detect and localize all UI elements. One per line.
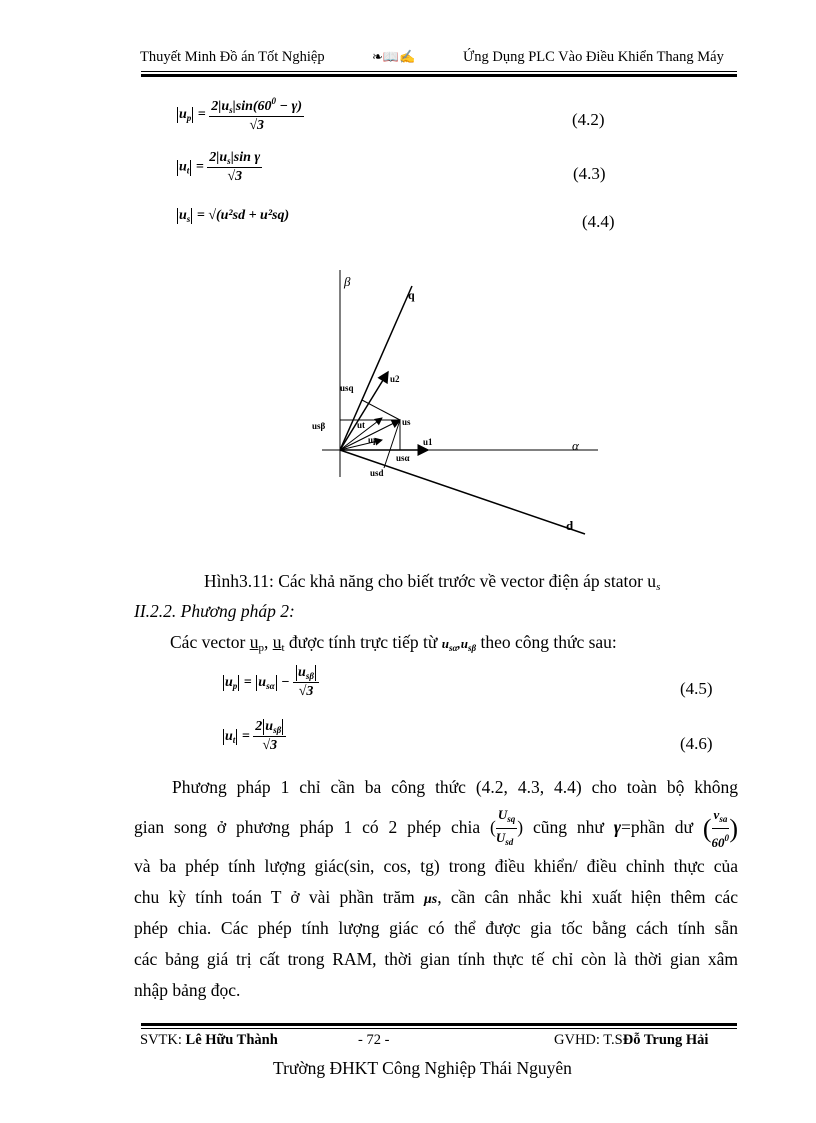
label-q: q — [408, 288, 415, 302]
label-d: d — [566, 518, 574, 533]
proj-q — [362, 400, 400, 420]
header-left: Thuyết Minh Đồ án Tốt Nghiệp — [140, 49, 325, 65]
header-rule — [141, 71, 737, 72]
header-rule-thick — [141, 74, 737, 77]
para-line-5: phép chia. Các phép tính lượng giác có thể được gia tốc bằng cách tính sẵn — [134, 918, 738, 938]
equation-number-4-4: (4.4) — [582, 212, 615, 231]
section-heading: II.2.2. Phương pháp 2: — [134, 601, 295, 621]
equation-4-6: $u_t$ = $\frac{2 u_{s\beta}}{√3}$ — [222, 719, 286, 754]
para-line-1: Phương pháp 1 chỉ cần ba công thức (4.2, 4.3, 4.4) cho toàn bộ không — [172, 777, 738, 797]
para-line-2: gian song ở phương pháp 1 có 2 phép chia ( $\frac{U_{sq}}{U_{sd}}$ ) cũng như γ=phần dư ( $\frac{v_{sa}}{60^0}$ ) — [134, 806, 739, 850]
vector-diagram — [300, 262, 610, 552]
para-line-6: các bảng giá trị cất trong RAM, thời gian tính thực tế chỉ còn là thời gian xâm — [134, 949, 738, 969]
footer-svtk: SVTK: Lê Hữu Thành — [140, 1032, 278, 1048]
para-line-4: chu kỳ tính toán T ở vài phần trăm μs, cần cân nhắc khi xuất hiện thêm các — [134, 887, 738, 907]
footer-rule — [141, 1028, 737, 1029]
label-ut: ut — [357, 420, 366, 430]
equation-number-4-3: (4.3) — [573, 164, 606, 183]
footer-rule-thick — [141, 1023, 737, 1026]
header-right: Ứng Dụng PLC Vào Điều Khiển Thang Máy — [463, 49, 724, 65]
label-usd: usd — [370, 468, 384, 478]
para-line-7: nhập bảng đọc. — [134, 980, 241, 1000]
label-up: up — [368, 435, 379, 445]
label-usb: usβ — [312, 421, 326, 431]
equation-number-4-2: (4.2) — [572, 110, 605, 129]
label-u2: u2 — [390, 374, 400, 384]
footer-school: Trường ĐHKT Công Nghiệp Thái Nguyên — [273, 1058, 572, 1078]
label-beta: β — [344, 274, 351, 289]
d-axis — [340, 450, 585, 534]
equation-number-4-6: (4.6) — [680, 734, 713, 753]
label-alpha: α — [572, 438, 579, 453]
intro-line: Các vector $u_p$, $u_t$ được tính trực tiếp từ $u_{s\alpha},u_{s\beta}$ theo công thức sau: — [170, 632, 617, 654]
footer-gvhd: GVHD: T.SĐỗ Trung Hải — [554, 1032, 709, 1048]
label-usa: usα — [396, 453, 410, 463]
header-ornament-icon: ❧📖✍ — [372, 49, 416, 64]
label-usq: usq — [340, 383, 354, 393]
equation-4-5: $u_p = u_{s\alpha}$ − $\frac{u_{s\beta}}{√3}$ — [222, 665, 319, 700]
body-paragraph — [134, 772, 738, 1006]
label-u1: u1 — [423, 437, 433, 447]
equation-4-3: $u_t$ = $\frac{2|u_s|\sin \gamma}{√3}$ — [179, 150, 261, 184]
equation-number-4-5: (4.5) — [680, 679, 713, 698]
equation-4-4: $u_s = √(u^2sd + u^2sq)$ — [179, 208, 290, 225]
figure-caption: Hình3.11: Các khả năng cho biết trước về vector điện áp stator $u_s$ — [204, 571, 661, 593]
footer-page-number: - 72 - — [358, 1032, 390, 1048]
label-us: us — [402, 417, 411, 427]
equation-4-2: $u_p$ = $\frac{2|u_s|\sin(60^0 - \gamma)}{√3}$ — [179, 96, 303, 133]
para-line-3: và ba phép tính lượng giác(sin, cos, tg) trong điều khiển/ điều chỉnh thực của — [134, 856, 738, 876]
